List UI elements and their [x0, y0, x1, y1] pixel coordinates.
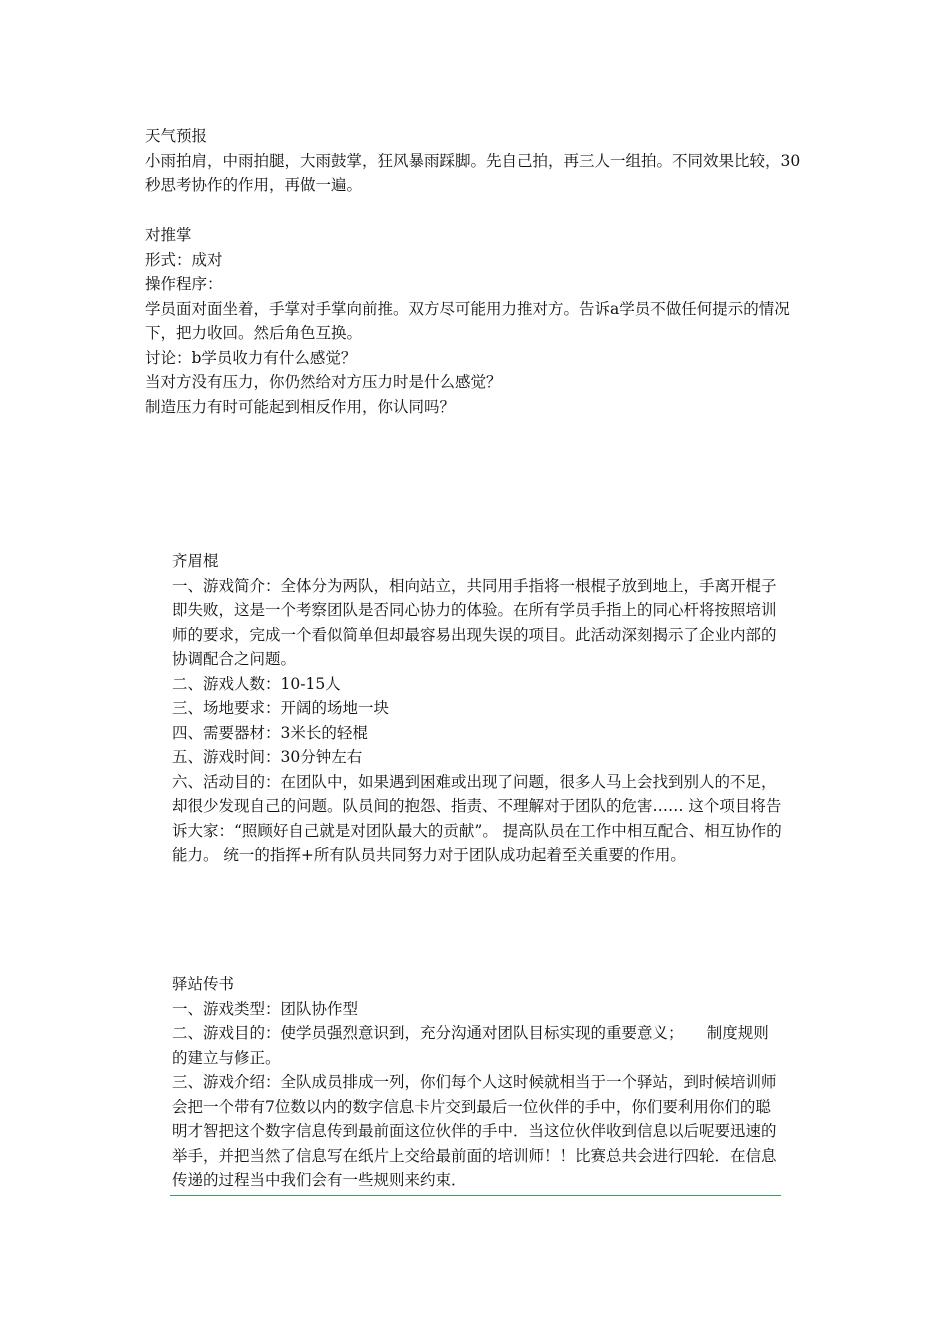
- paragraph: 二、游戏目的：使学员强烈意识到，充分沟通对团队目标实现的重要意义； 制度规则的建立与修正。: [172, 1024, 769, 1067]
- paragraph: 制造压力有时可能起到相反作用，你认同吗？: [145, 397, 456, 416]
- section-title: 齐眉棍: [172, 552, 219, 570]
- section-helium-stick: [172, 549, 784, 868]
- paragraph: 学员面对面坐着，手掌对手掌向前推。双方尽可能用力推对方。告诉a学员不做任何提示的情况下，把力收回。然后角色互换。: [145, 299, 790, 342]
- section-divider: [170, 1195, 781, 1196]
- section-weather-forecast: [145, 124, 813, 198]
- paragraph: 一、游戏简介：全体分为两队，相向站立，共同用手指将一根棍子放到地上，手离开棍子即失败，这是一个考察团队是否同心协力的体验。在所有学员手指上的同心杆将按照培训师的要求，完成一个看似简单但却最容易出现失误的项目。此活动深刻揭示了企业内部的协调配合之问题。: [172, 576, 777, 668]
- section-title: 驿站传书: [172, 975, 235, 993]
- section-push-palms: [145, 223, 813, 419]
- paragraph: 二、游戏人数：10-15人: [172, 674, 341, 693]
- paragraph: 操作程序：: [145, 275, 223, 293]
- paragraph: 小雨拍肩，中雨拍腿，大雨鼓掌，狂风暴雨踩脚。先自己拍，再三人一组拍。不同效果比较，30秒思考协作的作用，再做一遍。: [145, 151, 801, 194]
- paragraph: 三、游戏介绍：全队成员排成一列，你们每个人这时候就相当于一个驿站，到时候培训师会把一个带有7位数以内的数字信息卡片交到最后一位伙伴的手中，你们要利用你们的聪明才智把这个数字信息传到最前面这位伙伴的手中．当这位伙伴收到信息以后呢要迅速的举手，并把当然了信息写在纸片上交给最前面的培训师！！比赛总共会进行四轮．在信息传递的过程当中我们会有一些规则来约束．: [172, 1073, 777, 1189]
- paragraph: 形式：成对: [145, 250, 223, 269]
- paragraph: 三、场地要求：开阔的场地一块: [172, 699, 390, 717]
- section-title: 对推掌: [145, 226, 192, 244]
- paragraph: 讨论：b学员收力有什么感觉？: [145, 348, 357, 367]
- section-title: 天气预报: [145, 127, 208, 145]
- section-relay-message: [172, 972, 784, 1193]
- paragraph: 四、需要器材：3米长的轻棍: [172, 723, 368, 742]
- paragraph: 六、活动目的：在团队中，如果遇到困难或出现了问题，很多人马上会找到别人的不足，却很少发现自己的问题。队员间的抱怨、指责、不理解对于团队的危害…… 这个项目将告诉大家：“照顾好自己就是对团队最大的贡献”。 提高队员在工作中相互配合、相互协作的能力。 统一的指挥+所有队员共同努力对于团队成功起着至关重要的作用。: [172, 772, 782, 864]
- paragraph: 一、游戏类型：团队协作型: [172, 999, 359, 1018]
- paragraph: 当对方没有压力，你仍然给对方压力时是什么感觉？: [145, 373, 502, 391]
- paragraph: 五、游戏时间：30分钟左右: [172, 748, 363, 766]
